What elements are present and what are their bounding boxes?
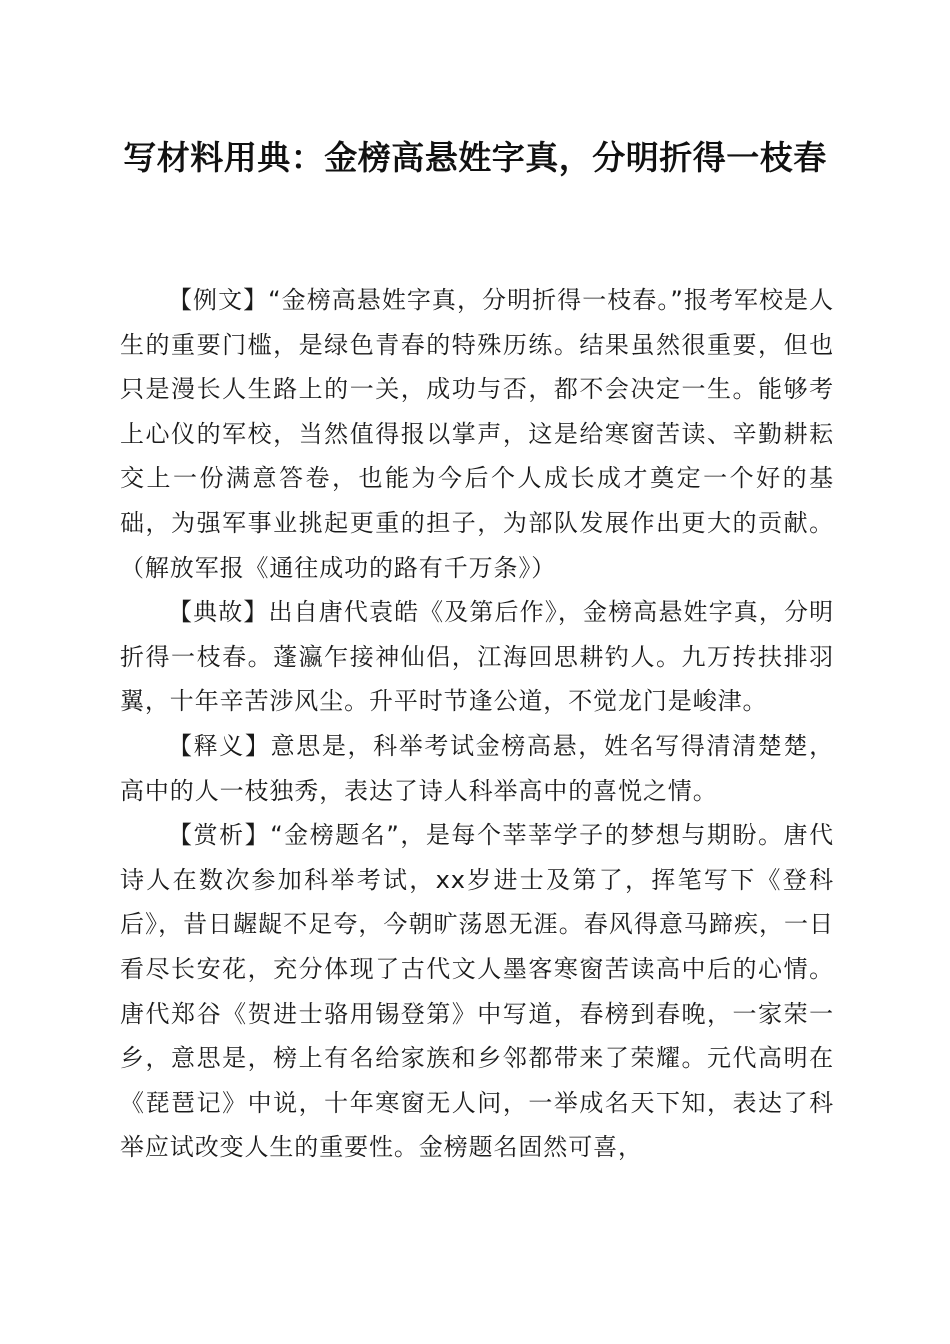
document-title: 写材料用典：金榜高悬姓字真，分明折得一枝春 [123, 138, 827, 177]
paragraph-appreciation: 【赏析】“金榜题名”，是每个莘莘学子的梦想与期盼。唐代诗人在数次参加科举考试，xx岁进士及第了，挥笔写下《登科后》，昔日龌龊不足夸，今朝旷荡恩无涯。春风得意马蹄疾，一日看尽长安花，充分体现了古代文人墨客寒窗苦读高中后的心情。唐代郑谷《贺进士骆用锡登第》中写道，春榜到春晚，一家荣一乡，意思是，榜上有名给家族和乡邻都带来了荣耀。元代高明在《琵琶记》中说，十年寒窗无人问，一举成名天下知，表达了科举应试改变人生的重要性。金榜题名固然可喜， [120, 821, 834, 1162]
paragraph-meaning: 【释义】意思是，科举考试金榜高悬，姓名写得清清楚楚，高中的人一枝独秀，表达了诗人科举高中的喜悦之情。 [120, 731, 834, 805]
document-body [120, 278, 834, 1170]
paragraph-example: 【例文】“金榜高悬姓字真，分明折得一枝春。”报考军校是人生的重要门槛，是绿色青春的特殊历练。结果虽然很重要，但也只是漫长人生路上的一关，成功与否，都不会决定一生。能够考上心仪的军校，当然值得报以掌声，这是给寒窗苦读、辛勤耕耘交上一份满意答卷，也能为今后个人成长成才奠定一个好的基础，为强军事业挑起更重的担子，为部队发展作出更大的贡献。（解放军报《通往成功的路有千万条》） [120, 286, 834, 582]
paragraph-allusion: 【典故】出自唐代袁皓《及第后作》，金榜高悬姓字真，分明折得一枝春。蓬瀛乍接神仙侣，江海回思耕钓人。九万抟扶排羽翼，十年辛苦涉风尘。升平时节逢公道，不觉龙门是峻津。 [120, 598, 834, 716]
